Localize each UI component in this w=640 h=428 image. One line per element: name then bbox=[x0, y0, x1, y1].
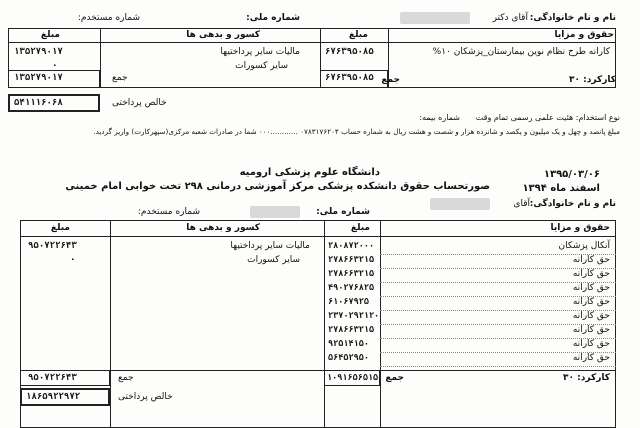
rights-amount-8: ۹۲۵۱۴۱۵۰ bbox=[328, 339, 369, 349]
net-label: خالص پرداختی bbox=[112, 98, 167, 108]
deduction-amount-2-1: ۹۵۰۷۲۲۶۴۳ bbox=[28, 241, 77, 251]
rights-amount-7: ۲۷۸۶۶۳۲۱۵ bbox=[328, 325, 375, 335]
rights-item-4: حق کارانه bbox=[572, 283, 610, 293]
employee-number-label: شماره مستخدم: bbox=[77, 13, 140, 23]
rights-item-8: حق کارانه bbox=[572, 339, 610, 349]
rights-item-7: حق کارانه bbox=[572, 325, 610, 335]
deduction-item-2: سایر کسورات bbox=[235, 61, 288, 71]
header-amount-2b: مبلغ bbox=[50, 223, 70, 233]
employee-number-label-2: شماره مستخدم: bbox=[137, 207, 200, 217]
name-label-2: نام و نام خانوادگی: bbox=[529, 199, 616, 209]
rights-item-6: حق کارانه bbox=[572, 311, 610, 321]
name-value-2: آقای bbox=[513, 199, 530, 209]
header-deductions: کسور و بدهی ها bbox=[186, 30, 260, 40]
national-id-label: شماره ملی: bbox=[246, 13, 300, 23]
sum-label-2: جمع bbox=[118, 373, 134, 383]
net-amount-2: ۱۸۶۵۹۲۲۹۷۲ bbox=[26, 392, 81, 402]
slip-title: صورتحساب حقوق دانشکده پزشکی مرکز آموزشی درمانی ۲۹۸ تخت خوابی امام خمینی bbox=[65, 181, 490, 192]
header-amount: مبلغ bbox=[348, 30, 368, 40]
payslip-1 bbox=[0, 0, 640, 160]
amount-in-words: مبلغ پانصد و چهل و یک میلیون و یکصد و شانزده هزار و شصت و هشت ریال به شماره حساب ۰۷۸۳۱۷۶۲۰۴ ............۰۰۰ شما در صادرات شعبه مرکزی(سپهرکارت) واریز گردید. bbox=[93, 127, 620, 136]
name-value: آقای دکتر bbox=[492, 13, 528, 23]
slip-month: اسفند ماه ۱۳۹۴ bbox=[522, 183, 600, 194]
rights-amount-5: ۶۱۰۶۷۹۲۵ bbox=[328, 297, 369, 307]
redacted-name bbox=[400, 12, 470, 24]
deduction-amount-1: ۱۳۵۲۷۹۰۱۷ bbox=[14, 47, 63, 57]
total-label-2: جمع bbox=[385, 373, 404, 383]
workday: کارکرد: ۳۰ bbox=[569, 75, 616, 85]
net-label-2: خالص پرداختی bbox=[118, 392, 173, 402]
rights-amount-2: ۲۷۸۶۶۳۲۱۵ bbox=[328, 255, 375, 265]
sum-label: جمع bbox=[112, 73, 128, 83]
redacted-id bbox=[250, 206, 300, 218]
rights-amount: ۶۷۶۳۹۵۰۸۵ bbox=[325, 47, 374, 57]
sum-amount-2: ۹۵۰۷۲۲۶۴۳ bbox=[28, 373, 77, 383]
redacted-name-2 bbox=[430, 198, 490, 210]
rights-item: کارانه طرح نظام نوین بیمارستان_پزشکان ۱۰% bbox=[432, 47, 610, 57]
rights-item-9: حق کارانه bbox=[572, 353, 610, 363]
net-amount: ۵۴۱۱۱۶۰۶۸ bbox=[14, 98, 63, 108]
header-amount-2a: مبلغ bbox=[350, 223, 370, 233]
total-amount-2: ۱۰۹۱۶۵۶۵۱۵ bbox=[327, 373, 379, 383]
header-amount-2: مبلغ bbox=[40, 30, 60, 40]
rights-item-5: حق کارانه bbox=[572, 297, 610, 307]
deduction-item-2-2: سایر کسورات bbox=[247, 255, 300, 265]
national-id-label-2: شماره ملی: bbox=[316, 207, 370, 217]
rights-amount-9: ۵۶۴۵۲۹۵۰ bbox=[328, 353, 369, 363]
total-amount: ۶۷۶۳۹۵۰۸۵ bbox=[325, 73, 374, 83]
rights-amount-4: ۴۹۰۲۷۶۸۲۵ bbox=[328, 283, 375, 293]
rights-amount-6: ۲۳۷۰۲۹۲۱۲۰ bbox=[328, 311, 380, 321]
rights-item-3: حق کارانه bbox=[572, 269, 610, 279]
payslip-2 bbox=[0, 160, 640, 427]
deduction-item-2-1: مالیات سایر پرداختیها bbox=[230, 241, 310, 251]
name-label: نام و نام خانوادگی: bbox=[529, 13, 616, 23]
header-deductions-2: کسور و بدهی ها bbox=[186, 223, 260, 233]
rights-amount-1: ۲۸۰۸۷۲۰۰۰ bbox=[328, 241, 375, 251]
row-divider bbox=[380, 366, 616, 367]
deduction-amount-2: ۰ bbox=[52, 61, 58, 71]
deduction-item-1: مالیات سایر پرداختیها bbox=[220, 47, 300, 57]
university-name: دانشگاه علوم پزشکی ارومیه bbox=[239, 167, 380, 178]
employment-type: نوع استخدام: هئیت علمی رسمی تمام وقت bbox=[475, 113, 620, 122]
header-rights-2: حقوق و مزایا bbox=[550, 223, 610, 233]
header-rights: حقوق و مزایا bbox=[554, 30, 614, 40]
sum-amount: ۱۳۵۲۷۹۰۱۷ bbox=[14, 73, 63, 83]
rights-item-1: آنکال پزشکان bbox=[558, 241, 610, 251]
rights-amount-3: ۲۷۸۶۶۳۲۱۵ bbox=[328, 269, 375, 279]
slip-date: ۱۳۹۵/۰۳/۰۶ bbox=[543, 169, 600, 180]
insurance-number-label: شماره بیمه: bbox=[419, 113, 460, 122]
total-label: جمع bbox=[381, 75, 400, 85]
workday-2: کارکرد: ۳۰ bbox=[563, 373, 610, 383]
rights-item-2: حق کارانه bbox=[572, 255, 610, 265]
deduction-amount-2-2: ۰ bbox=[70, 255, 76, 265]
